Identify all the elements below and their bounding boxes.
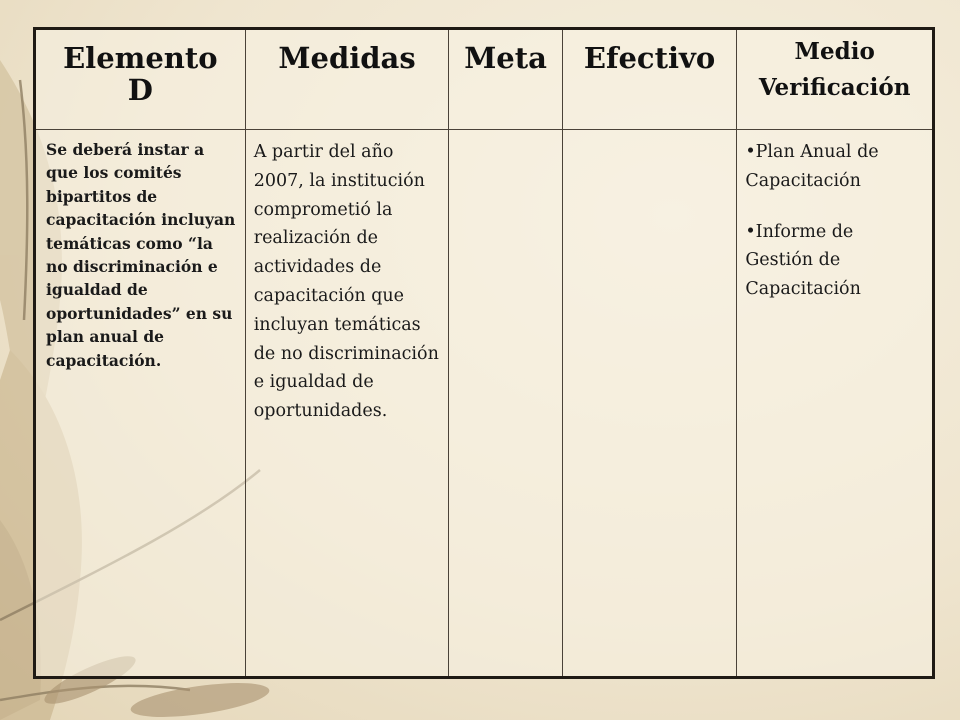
header-verificacion-label: Verificación	[758, 74, 911, 101]
header-elemento-label: Elemento D	[63, 41, 218, 107]
header-medio-verificacion	[737, 29, 934, 130]
measures-table	[33, 27, 935, 679]
cell-meta	[449, 130, 562, 678]
bullet-icon: •	[745, 142, 756, 162]
verification-list	[745, 138, 926, 304]
header-elemento	[35, 29, 246, 130]
cell-medidas: A partir del año 2007, la institución comprometió la realización de actividades de capacitación que incluyan temáticas de no discriminación e igualdad de oportunidades.	[245, 130, 449, 678]
header-efectivo	[562, 29, 737, 130]
verification-item-informe: Informe de Gestión de Capacitación	[745, 221, 861, 300]
header-medio-label: Medio	[794, 38, 875, 65]
verification-item-plan: Plan Anual de Capacitación	[745, 142, 879, 191]
table-row	[35, 130, 934, 678]
cell-verificacion	[737, 130, 934, 678]
table-header-row	[35, 29, 934, 130]
header-meta-label: Meta	[464, 41, 547, 75]
header-efectivo-label: Efectivo	[583, 41, 716, 75]
cell-elemento: Se deberá instar a que los comités bipartitos de capacitación incluyan temáticas como “la no discriminación e igualdad de oportunidades” en su plan anual de capacitación.	[35, 130, 246, 678]
bullet-icon: •	[745, 221, 756, 242]
cell-efectivo	[562, 130, 737, 678]
list-item	[745, 218, 926, 304]
header-medidas-label: Medidas	[278, 41, 416, 75]
header-medidas	[245, 29, 449, 130]
header-meta	[449, 29, 562, 130]
list-item	[745, 138, 926, 196]
